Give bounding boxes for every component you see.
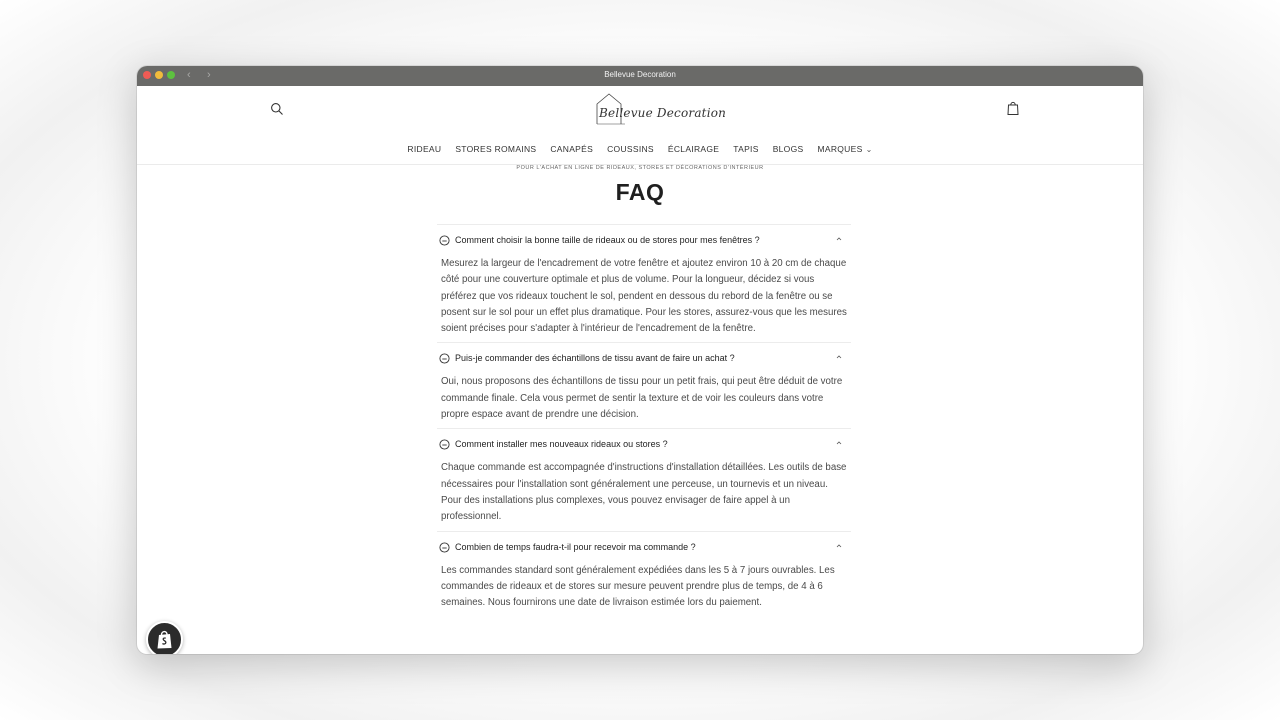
menu-item-marques-label: MARQUES bbox=[817, 144, 863, 154]
chevron-up-icon bbox=[835, 235, 843, 243]
shopping-bag-icon bbox=[1006, 100, 1020, 116]
chevron-up-icon bbox=[835, 542, 843, 550]
faq-answer-text: Les commandes standard sont généralement expédiées dans les 5 à 7 jours ouvrables. Les commandes de rideaux et de stores sur mesure peuvent prendre plus de temps, de 4 à 6 semaines. Nous fournirons une date de livraison estimée lors du paiement. bbox=[441, 564, 835, 609]
window-title: Bellevue Decoration bbox=[604, 70, 676, 79]
main-content bbox=[137, 166, 1143, 654]
page-tagline: POUR L'ACHAT EN LIGNE DE RIDEAUX, STORES ET DÉCORATIONS D'INTÉRIEUR bbox=[516, 165, 764, 171]
faq-question: Puis-je commander des échantillons de tissu avant de faire un achat ? bbox=[455, 353, 735, 364]
faq-question: Comment installer mes nouveaux rideaux ou stores ? bbox=[455, 439, 668, 450]
menu-item-marques[interactable] bbox=[817, 143, 872, 157]
menu-item-tapis[interactable]: TAPIS bbox=[733, 144, 759, 154]
menu-item-eclairage[interactable]: ÉCLAIRAGE bbox=[667, 144, 720, 154]
faq-question: Comment choisir la bonne taille de rideaux ou de stores pour mes fenêtres ? bbox=[455, 235, 760, 245]
chevron-down-icon: ⌄ bbox=[865, 145, 873, 154]
logo-text: Bellevue Decoration bbox=[599, 106, 727, 120]
faq-question-toggle[interactable] bbox=[437, 343, 851, 374]
faq-answer bbox=[437, 374, 851, 428]
menu-item-stores-romains[interactable]: STORES ROMAINS bbox=[455, 144, 537, 154]
shopify-badge-button[interactable] bbox=[146, 621, 183, 654]
question-bubble-icon bbox=[439, 439, 450, 450]
main-menu bbox=[137, 143, 1143, 157]
chevron-up-icon bbox=[835, 353, 843, 361]
shopify-bag-icon bbox=[148, 623, 181, 654]
faq-answer bbox=[437, 256, 851, 342]
question-bubble-icon bbox=[439, 353, 450, 364]
page-title: FAQ bbox=[615, 179, 665, 205]
menu-item-canapes[interactable]: CANAPÉS bbox=[550, 144, 594, 154]
faq-question: Combien de temps faudra-t-il pour recevoir ma commande ? bbox=[455, 541, 696, 552]
faq-answer-text: Oui, nous proposons des échantillons de tissu pour un petit frais, qui peut être déduit de votre commande finale. Cela vous permet de sentir la texture et de voir les couleurs dans votre propre espace avant de prendre une décision. bbox=[441, 376, 843, 421]
search-button[interactable] bbox=[270, 102, 284, 116]
menu-item-rideau[interactable]: RIDEAU bbox=[407, 144, 442, 154]
faq-list bbox=[437, 224, 851, 616]
window-titlebar bbox=[137, 66, 1143, 86]
site-header bbox=[137, 86, 1143, 165]
faq-question-toggle[interactable] bbox=[437, 532, 851, 563]
cart-button[interactable] bbox=[1006, 100, 1020, 116]
faq-item bbox=[437, 428, 851, 530]
faq-answer-text: Chaque commande est accompagnée d'instructions d'installation détaillées. Les outils de base nécessaires pour l'installation sont généralement une perceuse, un tournevis et un niveau. Pour des installations plus complexes, vous pouvez envisager de faire appel à un professionnel. bbox=[441, 462, 847, 523]
faq-item bbox=[437, 342, 851, 428]
chevron-up-icon bbox=[835, 439, 843, 447]
search-icon bbox=[270, 102, 284, 116]
question-bubble-icon bbox=[439, 235, 450, 246]
forward-arrow-icon[interactable]: › bbox=[207, 69, 211, 81]
faq-item bbox=[437, 224, 851, 342]
question-bubble-icon bbox=[439, 542, 450, 553]
faq-answer bbox=[437, 460, 851, 530]
faq-answer-text: Mesurez la largeur de l'encadrement de votre fenêtre et ajoutez environ 10 à 20 cm de chaque côté pour une couverture optimale et plus de volume. Pour la longueur, décidez si vous préférez que vos rideaux touchent le sol, pendent en dessous du rebord de la fenêtre ou se posent sur le sol pour un effet plus dramatique. Pour les stores, assurez-vous que les mesures soient précises pour s'adapter à l'intérieur de l'encadrement de la fenêtre. bbox=[441, 258, 847, 335]
menu-item-blogs[interactable]: BLOGS bbox=[772, 144, 804, 154]
faq-answer bbox=[437, 563, 851, 617]
faq-item bbox=[437, 531, 851, 617]
faq-question-toggle[interactable] bbox=[437, 429, 851, 460]
browser-window bbox=[137, 66, 1143, 654]
back-arrow-icon[interactable]: ‹ bbox=[187, 69, 191, 81]
faq-question-toggle[interactable] bbox=[437, 225, 851, 256]
menu-item-coussins[interactable]: COUSSINS bbox=[607, 144, 654, 154]
